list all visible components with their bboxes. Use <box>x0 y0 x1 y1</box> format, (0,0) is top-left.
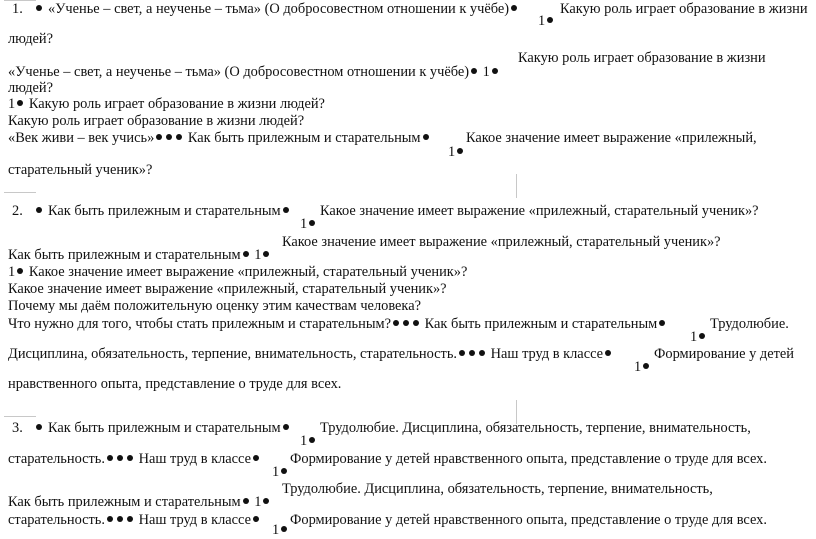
bullet-icon <box>263 251 269 257</box>
bullet-icon <box>127 455 133 461</box>
section-3-line-5: старательность. Наш труд в классе <box>8 512 261 529</box>
section-1-line-8: старательный ученик»? <box>8 162 153 178</box>
bullet-icon <box>281 468 287 474</box>
section-1-line-4: людей? <box>8 80 53 96</box>
bullet-icon <box>479 350 485 356</box>
section-3-line-1: 3. Как быть прилежным и старательным <box>12 420 291 437</box>
marker-label: 1 <box>272 522 289 539</box>
bullet-icon <box>176 134 182 140</box>
section-2-line-6: Почему мы даём положительную оценку этим качествам человека? <box>8 298 421 314</box>
marker-label: 1 <box>300 216 317 233</box>
section-2-line-8-right: Формирование у детей <box>654 346 794 362</box>
marker-label: 1 <box>538 13 555 30</box>
bullet-icon <box>253 516 259 522</box>
bullet-icon <box>283 424 289 430</box>
section-1-number: 1. <box>12 1 23 17</box>
section-1-line-2: людей? <box>8 31 53 47</box>
section-3-line-3: Трудолюбие. Дисциплина, обязательность, терпение, внимательность, <box>282 481 713 497</box>
bullet-icon <box>117 455 123 461</box>
bullet-icon <box>309 220 315 226</box>
vertical-rule <box>516 174 517 198</box>
bullet-icon <box>471 68 477 74</box>
section-3-number: 3. <box>12 420 23 436</box>
bullet-icon <box>281 526 287 532</box>
section-1-line-6: Какую роль играет образование в жизни людей? <box>8 113 305 129</box>
marker-label: 1 <box>300 433 317 450</box>
section-2-line-3: Как быть прилежным и старательным 1 <box>8 247 271 264</box>
bullet-icon <box>263 498 269 504</box>
section-2-line-1: 2. Как быть прилежным и старательным <box>12 203 291 220</box>
section-2-line-7: Что нужно для того, чтобы стать прилежным и старательным? Как быть прилежным и старательным <box>8 316 667 333</box>
bullet-icon <box>659 320 665 326</box>
section-1-line-5: 1 Какую роль играет образование в жизни людей? <box>8 96 325 112</box>
section-2-line-9: нравственного опыта, представление о труде для всех. <box>8 376 342 392</box>
bullet-icon <box>423 134 429 140</box>
bullet-icon <box>107 455 113 461</box>
bullet-icon <box>253 455 259 461</box>
section-3-line-4: Как быть прилежным и старательным 1 <box>8 494 271 511</box>
bullet-icon <box>699 333 705 339</box>
section-3-line-5-right: Формирование у детей нравственного опыта, представление о труде для всех. <box>290 512 767 528</box>
bullet-icon <box>117 516 123 522</box>
section-1-line-7: «Век живи – век учись» Как быть прилежным и старательным <box>8 130 431 147</box>
bullet-icon <box>17 268 23 274</box>
section-3-line-1-right: Трудолюбие. Дисциплина, обязательность, терпение, внимательность, <box>320 420 751 436</box>
section-2-line-1-right: Какое значение имеет выражение «прилежный, старательный ученик»? <box>320 203 759 219</box>
section-3-line-2: старательность. Наш труд в классе <box>8 451 261 468</box>
section-2-number: 2. <box>12 203 23 219</box>
section-1-line-7-right: Какое значение имеет выражение «прилежный, <box>466 130 757 146</box>
bullet-icon <box>459 350 465 356</box>
bullet-icon <box>127 516 133 522</box>
section-divider <box>4 192 36 193</box>
bullet-icon <box>492 68 498 74</box>
bullet-icon <box>643 363 649 369</box>
section-1-line-3-right: Какую роль играет образование в жизни <box>518 50 766 66</box>
section-3-line-2-right: Формирование у детей нравственного опыта, представление о труде для всех. <box>290 451 767 467</box>
marker-label: 1 <box>690 329 707 346</box>
marker-label: 1 <box>448 144 465 161</box>
bullet-icon <box>547 17 553 23</box>
bullet-icon <box>283 207 289 213</box>
bullet-icon <box>243 498 249 504</box>
bullet-icon <box>17 100 23 106</box>
marker-label: 1 <box>634 359 651 376</box>
bullet-icon <box>469 350 475 356</box>
section-2-line-5: Какое значение имеет выражение «прилежный, старательный ученик»? <box>8 281 447 297</box>
marker-label: 1 <box>272 464 289 481</box>
section-2-line-4: 1 Какое значение имеет выражение «прилежный, старательный ученик»? <box>8 264 468 280</box>
bullet-icon <box>511 5 517 11</box>
section-divider <box>4 416 36 417</box>
bullet-icon <box>36 424 42 430</box>
section-2-line-8: Дисциплина, обязательность, терпение, внимательность, старательность. Наш труд в классе <box>8 346 613 363</box>
bullet-icon <box>393 320 399 326</box>
bullet-icon <box>166 134 172 140</box>
bullet-icon <box>457 148 463 154</box>
bullet-icon <box>413 320 419 326</box>
bullet-icon <box>403 320 409 326</box>
bullet-icon <box>309 437 315 443</box>
bullet-icon <box>107 516 113 522</box>
section-2-line-2: Какое значение имеет выражение «прилежный, старательный ученик»? <box>282 234 721 250</box>
section-1-line-3: «Ученье – свет, а неученье – тьма» (О добросовестном отношении к учёбе) 1 <box>8 64 500 81</box>
bullet-icon <box>605 350 611 356</box>
bullet-icon <box>36 5 42 11</box>
bullet-icon <box>156 134 162 140</box>
section-2-line-7-right: Трудолюбие. <box>710 316 789 332</box>
section-1-line-1-right: Какую роль играет образование в жизни <box>560 1 808 17</box>
bullet-icon <box>243 251 249 257</box>
bullet-icon <box>36 207 42 213</box>
section-1-line-1: 1. «Ученье – свет, а неученье – тьма» (О добросовестном отношении к учёбе) <box>12 1 519 18</box>
